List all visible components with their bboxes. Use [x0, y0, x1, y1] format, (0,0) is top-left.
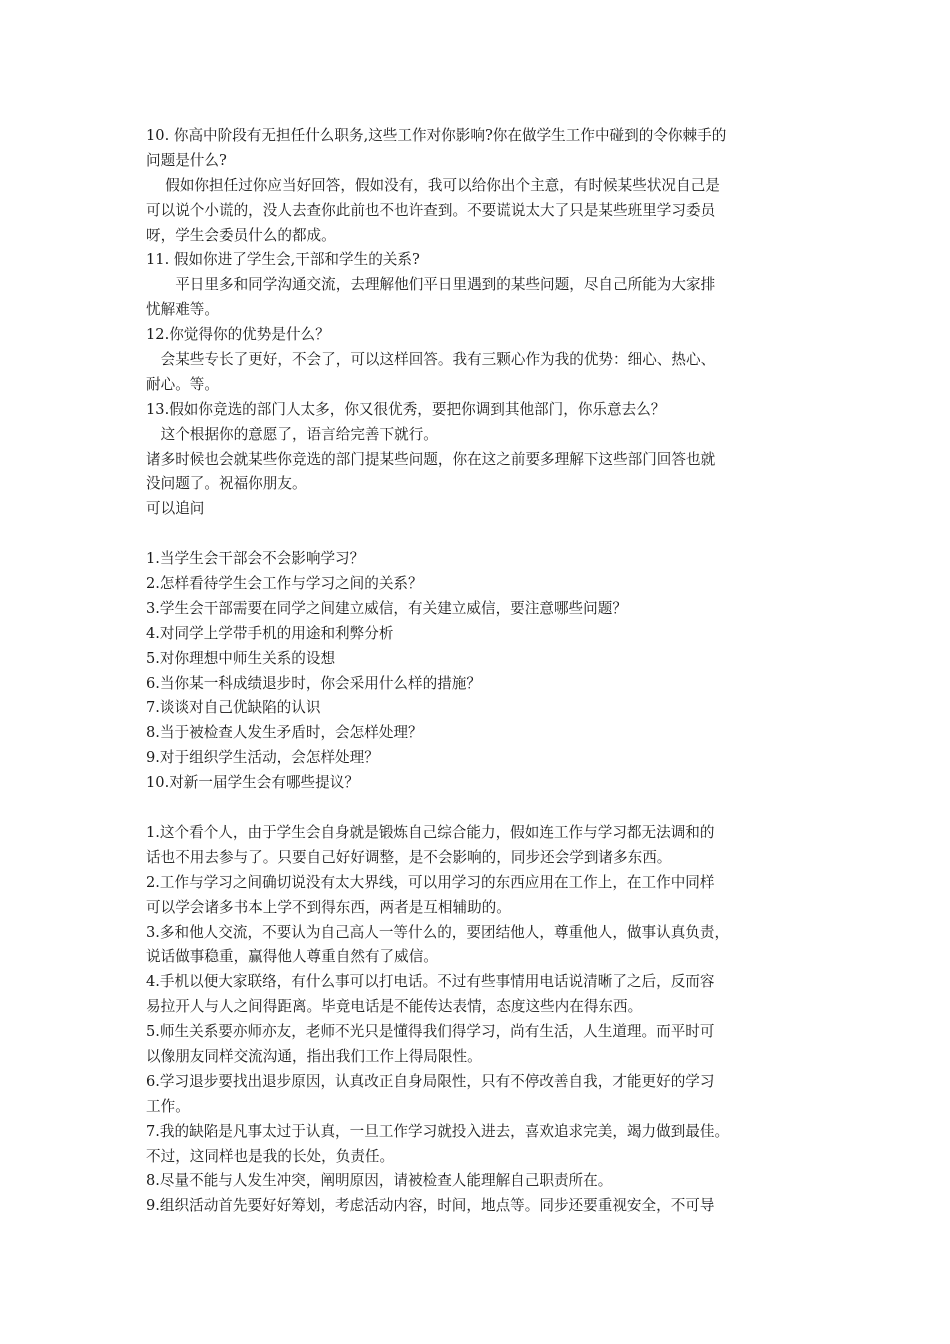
follow-up-question-item: 7.谈谈对自己优缺陷的认识	[146, 699, 321, 717]
question-10-line-2: 问题是什么?	[146, 151, 227, 169]
paragraph-spacer	[146, 796, 818, 821]
answer-10-line-2: 可以说个小谎的，没人去查你此前也不也许查到。不要谎说太大了只是某些班里学习委员	[146, 201, 716, 219]
question-13: 13.假如你竞选的部门人太多，你又很优秀，要把你调到其他部门，你乐意去么？	[146, 400, 666, 418]
follow-up-question-item: 9.对于组织学生活动，会怎样处理？	[146, 749, 379, 767]
follow-up-question-item: 10.对新一届学生会有哪些提议？	[146, 774, 359, 792]
follow-up-answer-line: 不过，这同样也是我的长处，负责任。	[146, 1147, 395, 1165]
follow-up-question-item: 4.对同学上学带手机的用途和利弊分析	[146, 624, 394, 642]
answer-12-line-1: 会某些专长了更好，不会了，可以这样回答。我有三颗心作为我的优势：细心、热心、	[146, 351, 716, 369]
question-10-line-1: 10. 你高中阶段有无担任什么职务,这些工作对你影响?你在做学生工作中碰到的令你棘手的	[146, 127, 727, 144]
follow-up-answer-line: 话也不用去参与了。只要自己好好调整，是不会影响的，同步还会学到诸多东西。	[146, 848, 672, 866]
answer-11-line-1: 平日里多和同学沟通交流，去理解他们平日里遇到的某些问题，尽自己所能为大家排	[146, 276, 716, 294]
answer-12-line-2: 耐心。等。	[146, 375, 219, 393]
answer-10-line-1: 假如你担任过你应当好回答，假如没有，我可以给你出个主意，有时候某些状况自己是	[146, 176, 720, 194]
follow-up-question-item: 5.对你理想中师生关系的设想	[146, 649, 336, 667]
follow-up-answer-line: 2.工作与学习之间确切说没有太大界线，可以用学习的东西应用在工作上，在工作中同样	[146, 873, 715, 891]
follow-up-answer-line: 7.我的缺陷是凡事太过于认真，一旦工作学习就投入进去，喜欢追求完美，竭力做到最佳。	[146, 1122, 730, 1140]
closing-note-line-2: 没问题了。祝福你朋友。	[146, 475, 307, 493]
follow-up-answer-line: 6.学习退步要找出退步原因，认真改正自身局限性，只有不停改善自我，才能更好的学习	[146, 1072, 715, 1090]
follow-up-answers-list	[146, 821, 818, 1219]
follow-up-question-item: 2.怎样看待学生会工作与学习之间的关系？	[146, 575, 423, 593]
follow-up-question-item: 3.学生会干部需要在同学之间建立威信，有关建立威信，要注意哪些问题？	[146, 599, 627, 617]
follow-up-question-item: 6.当你某一科成绩退步时，你会采用什么样的措施？	[146, 674, 481, 692]
answer-11-line-2: 忧解难等。	[146, 301, 219, 319]
answer-13: 这个根据你的意愿了，语言给完善下就行。	[146, 425, 438, 443]
follow-up-answer-line: 易拉开人与人之间得距离。毕竟电话是不能传达表情，态度这些内在得东西。	[146, 998, 643, 1016]
follow-up-questions-list	[146, 547, 818, 796]
follow-up-answer-line: 工作。	[146, 1097, 190, 1115]
question-12: 12.你觉得你的优势是什么？	[146, 326, 330, 344]
follow-up-answer-line: 1.这个看个人，由于学生会自身就是锻炼自己综合能力，假如连工作与学习都无法调和的	[146, 823, 715, 841]
interview-answers-section	[146, 124, 818, 522]
closing-note-line-1: 诸多时候也会就某些你竞选的部门提某些问题，你在这之前要多理解下这些部门回答也就	[146, 450, 716, 468]
follow-up-answer-line: 8.尽量不能与人发生冲突，阐明原因，请被检查人能理解自己职责所在。	[146, 1172, 613, 1190]
follow-up-answer-line: 说话做事稳重，赢得他人尊重自然有了威信。	[146, 948, 438, 966]
answer-10-line-3: 呀，学生会委员什么的都成。	[146, 226, 336, 244]
follow-up-answer-line: 3.多和他人交流，不要认为自己高人一等什么的，要团结他人，尊重他人，做事认真负责，	[146, 923, 730, 941]
follow-up-answer-line: 4.手机以便大家联络，有什么事可以打电话。不过有些事情用电话说清晰了之后，反而容	[146, 973, 715, 991]
follow-up-heading: 可以追问	[146, 500, 205, 518]
document-body	[146, 124, 818, 1219]
follow-up-answer-line: 5.师生关系要亦师亦友，老师不光只是懂得我们得学习，尚有生活，人生道理。而平时可	[146, 1023, 715, 1041]
follow-up-question-item: 8.当于被检查人发生矛盾时，会怎样处理？	[146, 724, 423, 742]
question-11: 11. 假如你进了学生会,干部和学生的关系?	[146, 251, 420, 269]
follow-up-answer-line: 9.组织活动首先要好好筹划，考虑活动内容，时间，地点等。同步还要重视安全，不可导	[146, 1197, 715, 1215]
paragraph-spacer	[146, 522, 818, 547]
follow-up-question-item: 1.当学生会干部会不会影响学习？	[146, 550, 365, 568]
follow-up-answer-line: 可以学会诸多书本上学不到得东西，两者是互相辅助的。	[146, 898, 511, 916]
follow-up-answer-line: 以像朋友同样交流沟通，指出我们工作上得局限性。	[146, 1047, 482, 1065]
